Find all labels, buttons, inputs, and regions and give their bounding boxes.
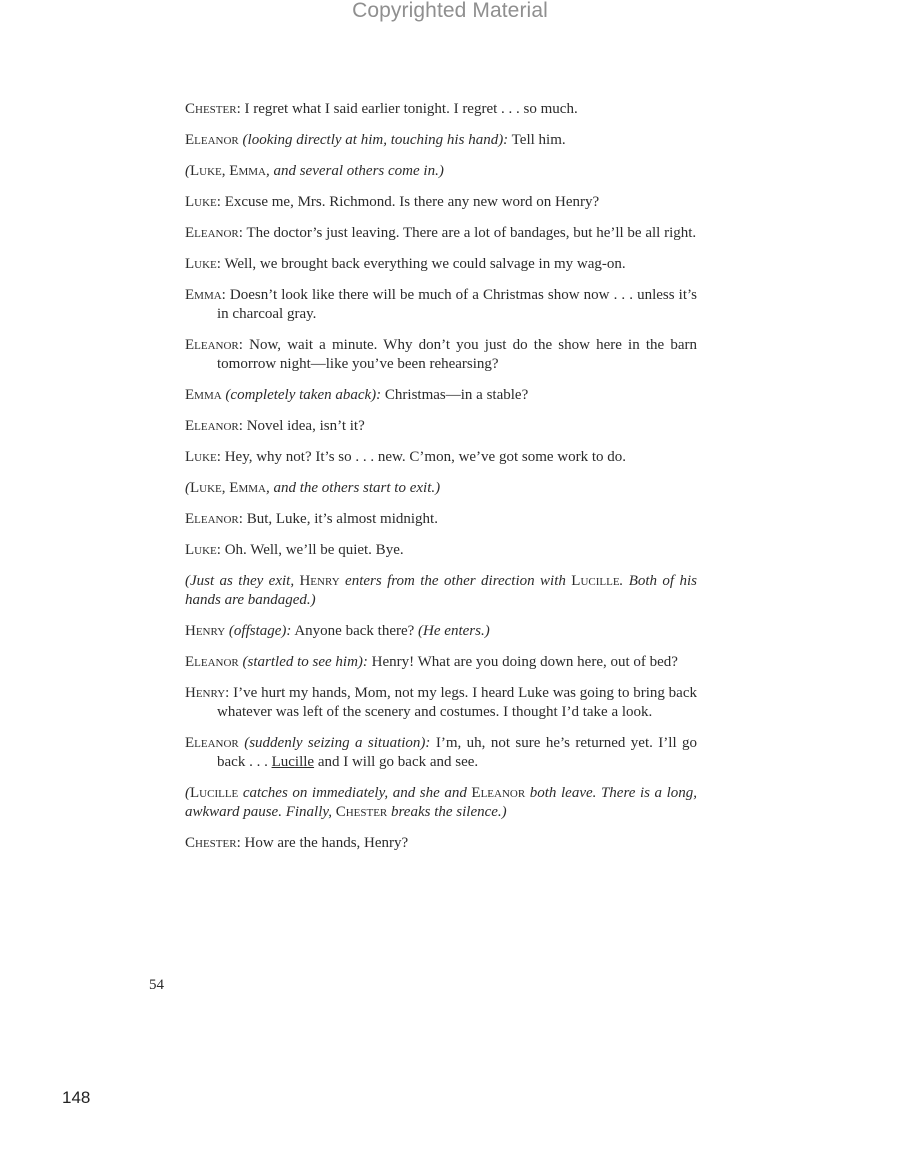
speaker-name: Eleanor — [185, 225, 239, 241]
dialogue-text: The doctor’s just leaving. There are a lot of bandages, but he’ll be all right. — [246, 225, 697, 241]
stage-direction-text: , and several others come in.) — [265, 163, 444, 179]
speaker-name: Eleanor — [185, 654, 239, 670]
dialogue-text: Excuse me, Mrs. Richmond. Is there any new word on Henry? — [224, 194, 600, 210]
dialogue-text: Anyone back there? — [294, 623, 415, 639]
dialogue-text: I regret what I said earlier tonight. I regret . . . so much. — [244, 101, 578, 117]
dialogue-line: Emma: Doesn’t look like there will be much of a Christmas show now . . . unless it’s in charcoal gray. — [185, 287, 697, 322]
dialogue-text: Now, wait a minute. Why don’t you just do the show here in the barn tomorrow night—like you’ve been rehearsing? — [217, 337, 697, 372]
dialogue-text: How are the hands, Henry? — [244, 835, 409, 851]
dialogue-text: Christmas—in a stable? — [384, 387, 529, 403]
speaker-name: Eleanor — [185, 735, 239, 751]
copyright-watermark: Copyrighted Material — [352, 0, 548, 22]
dialogue-text: Hey, why not? It’s so . . . new. C’mon, we’ve got some work to do. — [224, 449, 627, 465]
character-name: Lucille — [571, 573, 620, 589]
stage-direction-text: catches on immediately, and she and — [238, 785, 472, 801]
dialogue-line: Luke: Excuse me, Mrs. Richmond. Is there any new word on Henry? — [185, 194, 600, 210]
dialogue-line: Henry: I’ve hurt my hands, Mom, not my legs. I heard Luke was going to bring back whatever was left of the scenery and costumes. I thought I’d take a look. — [185, 685, 697, 720]
dialogue-line: Eleanor: Now, wait a minute. Why don’t you just do the show here in the barn tomorrow night—like you’ve been rehearsing? — [185, 337, 697, 372]
dialogue-line — [185, 734, 697, 772]
dialogue-line — [185, 622, 697, 641]
character-name: Emma — [229, 480, 266, 496]
character-name: Chester — [335, 804, 388, 820]
stage-direction-text: (Just as they exit, — [185, 573, 300, 589]
speaker-name: Henry — [185, 685, 226, 701]
speaker-name: Eleanor — [185, 132, 239, 148]
speaker-name: Emma — [185, 287, 222, 303]
stage-direction-text: ( — [185, 785, 190, 801]
underlined-word: Lucille — [271, 754, 315, 770]
dialogue-text: I’m, uh, not sure he’s returned yet. I’ll go back . . . — [217, 735, 698, 770]
dialogue-text: I’ve hurt my hands, Mom, not my legs. I heard Luke was going to bring back whatever was left of the scenery and costumes. I thought I’d take a look. — [217, 685, 697, 720]
dialogue-line — [185, 653, 697, 672]
stage-direction-text: , — [221, 480, 230, 496]
dialogue-line: Luke: Oh. Well, we’ll be quiet. Bye. — [185, 542, 404, 558]
speaker-name: Emma — [185, 387, 222, 403]
dialogue-text: Henry! What are you doing down here, out of bed? — [371, 654, 678, 670]
speaker-name: Luke — [185, 542, 217, 558]
stage-direction — [185, 162, 697, 181]
speaker-name: Luke — [185, 449, 217, 465]
script-text — [185, 100, 697, 865]
stage-direction-text: ( — [185, 480, 190, 496]
page-number-outer: 148 — [62, 1088, 91, 1107]
dialogue-text: But, Luke, it’s almost midnight. — [246, 511, 438, 527]
parenthetical-direction: (suddenly seizing a situation): — [244, 735, 431, 751]
character-name: Luke — [190, 480, 222, 496]
dialogue-line: Eleanor: The doctor’s just leaving. There are a lot of bandages, but he’ll be all right. — [185, 225, 697, 241]
speaker-name: Eleanor — [185, 511, 239, 527]
dialogue-text: Doesn’t look like there will be much of a Christmas show now . . . unless it’s in charcoal gray. — [217, 287, 697, 322]
parenthetical-direction: (offstage): — [228, 623, 292, 639]
stage-direction-text: enters from the other direction with — [339, 573, 572, 589]
speaker-name: Luke — [185, 256, 217, 272]
stage-direction-text: , and the others start to exit.) — [265, 480, 441, 496]
stage-direction — [185, 572, 697, 610]
character-name: Eleanor — [471, 785, 526, 801]
parenthetical-direction: (startled to see him): — [242, 654, 368, 670]
parenthetical-direction: (completely taken aback): — [225, 387, 382, 403]
stage-direction — [185, 784, 697, 822]
dialogue-line: Luke: Hey, why not? It’s so . . . new. C’mon, we’ve got some work to do. — [185, 449, 627, 465]
stage-direction-text: . Both of his hands are bandaged.) — [185, 573, 697, 608]
dialogue-line: Eleanor: Novel idea, isn’t it? — [185, 418, 365, 434]
speaker-name: Eleanor — [185, 337, 239, 353]
dialogue-line: Eleanor: But, Luke, it’s almost midnight. — [185, 511, 438, 527]
character-name: Luke — [190, 163, 222, 179]
dialogue-line: Chester: I regret what I said earlier tonight. I regret . . . so much. — [185, 101, 578, 117]
dialogue-line — [185, 386, 697, 405]
stage-direction-text: ( — [185, 163, 190, 179]
dialogue-line: Luke: Well, we brought back everything we could salvage in my wag-on. — [185, 256, 626, 272]
parenthetical-direction: (looking directly at him, touching his hand): — [242, 132, 509, 148]
character-name: Henry — [299, 573, 340, 589]
character-name: Lucille — [190, 785, 239, 801]
parenthetical-direction: (He enters.) — [418, 623, 490, 639]
stage-direction-text: both leave. There is a long, awkward pause. Finally, — [185, 785, 697, 820]
page-number-inner: 54 — [149, 977, 164, 993]
dialogue-line — [185, 131, 697, 150]
speaker-name: Henry — [185, 623, 226, 639]
dialogue-text: and I will go back and see. — [314, 754, 479, 770]
dialogue-line: Chester: How are the hands, Henry? — [185, 835, 409, 851]
dialogue-text: Well, we brought back everything we could salvage in my wag-on. — [224, 256, 626, 272]
stage-direction-text: , — [221, 163, 230, 179]
speaker-name: Chester — [185, 835, 237, 851]
dialogue-text: Novel idea, isn’t it? — [246, 418, 365, 434]
dialogue-text: Tell him. — [511, 132, 566, 148]
speaker-name: Eleanor — [185, 418, 239, 434]
character-name: Emma — [229, 163, 266, 179]
speaker-name: Chester — [185, 101, 237, 117]
stage-direction-text: breaks the silence.) — [387, 804, 507, 820]
stage-direction — [185, 479, 697, 498]
dialogue-text: Oh. Well, we’ll be quiet. Bye. — [224, 542, 404, 558]
speaker-name: Luke — [185, 194, 217, 210]
